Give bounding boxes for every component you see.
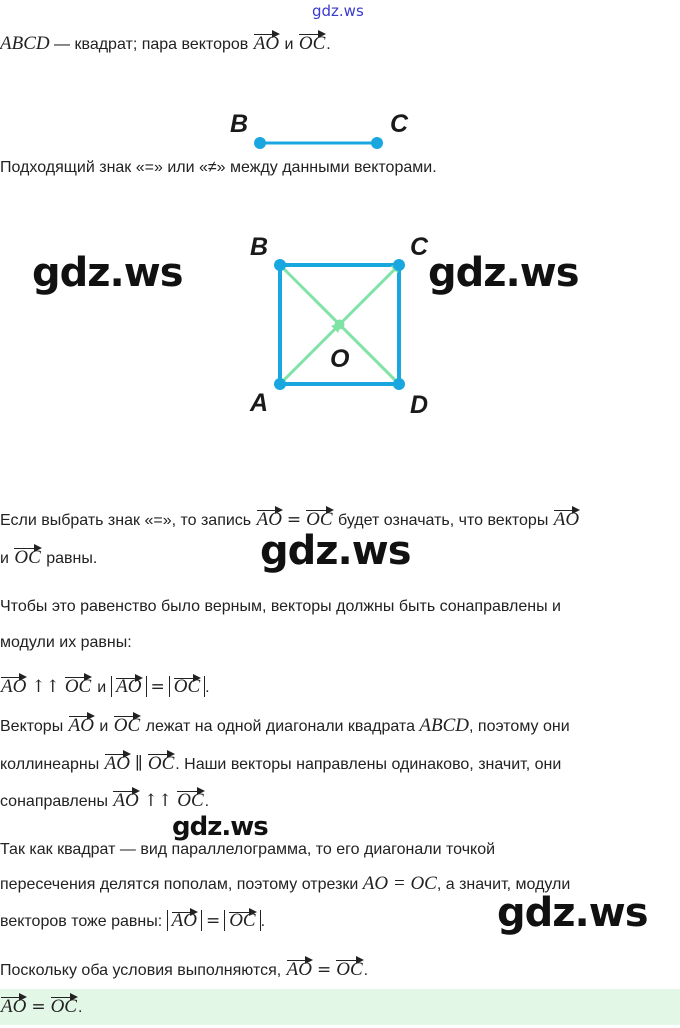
label-vertex-d: D — [410, 391, 429, 419]
para3-end: . — [204, 793, 210, 810]
para5-a: Поскольку оба условия выполняются, — [0, 962, 286, 979]
vector-oc: OC — [64, 676, 92, 697]
para1-line2 — [0, 548, 97, 569]
label-point-o: O — [330, 345, 350, 373]
vector-oc: OC — [147, 753, 175, 774]
equals-sign: = — [31, 997, 46, 1017]
vector-ao: AO — [68, 715, 94, 736]
para4-line2 — [0, 874, 570, 895]
parallel-sign: ∥ — [134, 754, 143, 774]
vector-ao: AO — [1, 676, 27, 697]
para2-formula — [0, 676, 210, 698]
modulus-oc — [224, 910, 260, 931]
watermark-1: gdz.ws — [32, 250, 183, 296]
para2-line2: модули их равны: — [0, 634, 132, 651]
vector-ao: AO — [116, 676, 142, 697]
vector-oc: OC — [50, 996, 77, 1017]
watermark-3: gdz.ws — [260, 528, 411, 574]
vector-ao: AO — [256, 509, 282, 530]
modulus-ao — [167, 910, 202, 931]
intro-end: . — [326, 36, 331, 53]
equals-sign: = — [150, 677, 165, 697]
point-c — [371, 137, 383, 149]
vector-oc: OC — [113, 715, 141, 736]
answer-box — [0, 989, 680, 1025]
para3-and: и — [94, 718, 113, 735]
para3-f: сонаправлены — [0, 793, 113, 810]
vector-ao: AO — [1, 996, 27, 1017]
para3-a: Векторы — [0, 718, 68, 735]
label-vertex-a: A — [250, 389, 269, 417]
para3-b: лежат на одной диагонали квадрата — [141, 718, 420, 735]
para1-line1 — [0, 510, 580, 531]
para3-c: , поэтому они — [469, 718, 570, 735]
vector-oc: OC — [306, 509, 333, 530]
para3-d: коллинеарны — [0, 756, 104, 773]
para1-a: Если выбрать знак «=», то запись — [0, 512, 256, 529]
point-b — [254, 137, 266, 149]
label-vertex-b: B — [250, 233, 269, 261]
watermark-5: gdz.ws — [497, 890, 648, 936]
para3-e: . Наши векторы направлены одинаково, значит, они — [175, 756, 562, 773]
task-line: Подходящий знак «=» или «≠» между данными векторами. — [0, 159, 437, 176]
figure-square — [240, 225, 440, 425]
point-o — [335, 320, 345, 330]
para5-end: . — [363, 962, 369, 979]
para4-end: . — [260, 913, 266, 930]
vertex-b — [274, 259, 286, 271]
vector-oc: OC — [177, 790, 204, 811]
vector-ao: AO — [113, 790, 139, 811]
answer-end: . — [77, 999, 83, 1016]
vector-oc: OC — [336, 959, 363, 980]
intro-and: и — [280, 36, 298, 53]
vector-oc: OC — [14, 547, 41, 568]
para4-l3: векторов тоже равны: — [0, 913, 167, 930]
para3-line2 — [0, 754, 561, 775]
vector-ao: AO — [286, 959, 312, 980]
para3-line1 — [0, 716, 570, 737]
watermark-4: gdz.ws — [172, 812, 268, 842]
vector-oc: OC — [173, 676, 201, 697]
square-name: ABCD — [419, 715, 470, 736]
para1-d: равны. — [41, 550, 98, 567]
para1-b: будет означать, что векторы — [333, 512, 553, 529]
para1-c: и — [0, 550, 14, 567]
label-vertex-c: C — [410, 233, 429, 261]
equals-sign: = — [205, 911, 221, 931]
para2-line1: Чтобы это равенство было верным, векторы должны быть сонаправлены и — [0, 598, 561, 615]
watermark-2: gdz.ws — [428, 250, 579, 296]
para5-line — [0, 960, 368, 981]
vector-oc: OC — [298, 33, 326, 54]
para4-line1: Так как квадрат — вид параллелограмма, то его диагонали точкой — [0, 841, 496, 858]
para4-line3 — [0, 910, 265, 932]
para3-line3 — [0, 791, 209, 812]
modulus-ao — [111, 676, 146, 697]
vector-ao: AO — [253, 33, 280, 54]
segment-equality: AO = OC — [362, 873, 437, 894]
vector-ao: AO — [104, 753, 130, 774]
intro-text: — квадрат; пара векторов — [49, 36, 253, 53]
para4-l2b: , а значит, модули — [436, 876, 571, 893]
intro-line — [0, 34, 331, 55]
codirectional-sign: ↑↑ — [143, 791, 173, 811]
watermark-top: gdz.ws — [312, 2, 364, 20]
label-c: C — [390, 110, 409, 138]
vertex-c — [393, 259, 405, 271]
equals-sign: = — [316, 960, 332, 980]
para4-l2a: пересечения делятся пополам, поэтому отрезки — [0, 876, 363, 893]
formula-end: . — [205, 679, 210, 696]
vector-ao: AO — [553, 509, 580, 530]
square-name: ABCD — [0, 33, 50, 54]
codirectional-sign: ↑↑ — [31, 677, 60, 697]
figure-segment-bc — [220, 100, 420, 160]
vector-oc-arrow — [340, 265, 400, 325]
vertex-d — [393, 378, 405, 390]
label-b: B — [230, 110, 249, 138]
vector-oc: OC — [229, 910, 256, 931]
formula-and: и — [97, 679, 107, 696]
answer-formula — [0, 997, 82, 1018]
vector-ao: AO — [171, 910, 197, 931]
modulus-oc — [169, 676, 205, 697]
vertex-a — [274, 378, 286, 390]
equals-sign: = — [286, 510, 302, 530]
